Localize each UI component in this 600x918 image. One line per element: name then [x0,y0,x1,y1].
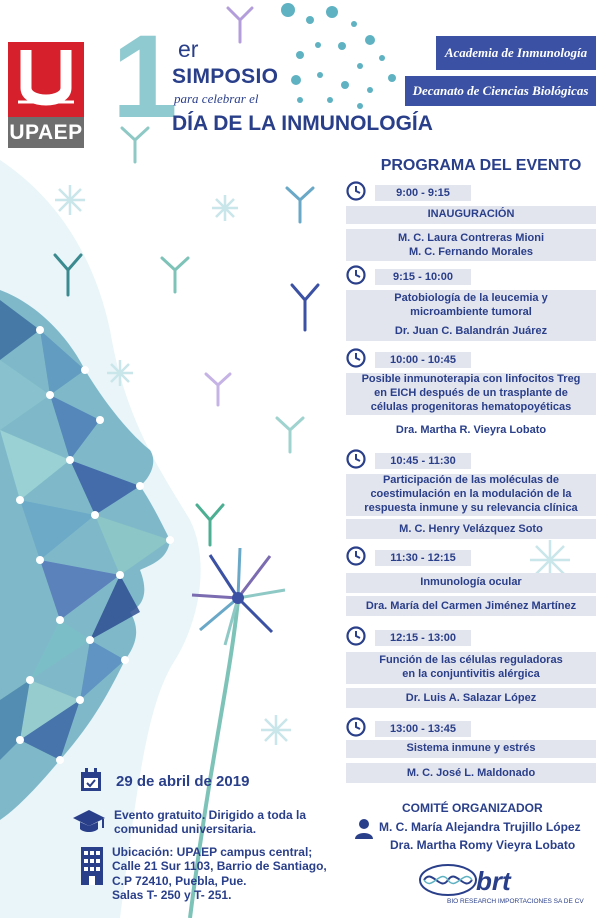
clock-icon [346,348,366,368]
speaker-name: Dra. Martha R. Vieyra Lobato [395,423,547,436]
building-icon [80,846,104,886]
committee-member: Dra. Martha Romy Vieyra Lobato [390,838,576,852]
speaker-name: Dr. Juan C. Balandrán Juárez [346,321,596,341]
ordinal-number: 1 [112,11,178,143]
talk-title: Inmunología ocular [346,573,596,593]
person-icon [355,819,373,839]
logo-wordmark: UPAEP [8,117,84,148]
talk-title: Sistema inmune y estrés [346,740,596,758]
clock-icon [346,181,366,201]
time-slot: 9:00 - 9:15 [375,185,471,201]
calendar-icon [80,768,102,792]
brt-logo-text: brt [476,866,511,896]
time-slot: 12:15 - 13:00 [375,630,471,646]
graduation-cap-icon [72,808,106,834]
time-slot: 10:00 - 10:45 [375,352,471,368]
speaker-name: Dr. Luis A. Salazar López [346,688,596,708]
time-slot: 10:45 - 11:30 [375,453,471,469]
u-emblem-icon [8,42,84,117]
clock-icon [346,717,366,737]
brt-logo [418,862,530,898]
clock-icon [346,265,366,285]
talk-title: Función de las células reguladoras en la conjuntivitis alérgica [346,652,596,684]
time-slot: 13:00 - 13:45 [375,721,471,737]
dandelion-head [192,548,285,645]
title-simposio: SIMPOSIO [172,65,279,88]
speaker-name: M. C. José L. Maldonado [346,763,596,783]
banner-academia: Academia de Inmunología [436,36,596,70]
ordinal-suffix: er [178,36,199,62]
clock-icon [346,626,366,646]
committee-title: COMITÉ ORGANIZADOR [402,801,543,815]
sponsor-caption: BIO RESEARCH IMPORTACIONES SA DE CV [447,898,584,905]
banner-decanato: Decanato de Ciencias Biológicas [405,76,596,106]
title-main: DÍA DE LA INMUNOLOGÍA [172,112,433,135]
committee-member: M. C. María Alejandra Trujillo López [379,820,581,834]
dots-cluster [281,3,396,109]
talk-title: Patobiología de la leucemia y microambiente tumoral [346,290,596,322]
speaker-name: Dra. María del Carmen Jiménez Martínez [346,596,596,616]
speaker-name: M. C. Henry Velázquez Soto [346,519,596,539]
title-subline: para celebrar el [174,91,259,106]
talk-title: INAUGURACIÓN [346,206,596,224]
time-slot: 11:30 - 12:15 [375,550,471,566]
talk-title: Posible inmunoterapia con linfocitos Treg en EICH después de un trasplante de células progenitoras hematopoyéticas [346,373,596,415]
talk-title: Participación de las moléculas de coestimulación en la modulación de la respuesta inmune y su relevancia clínica [346,474,596,516]
time-slot: 9:15 - 10:00 [375,269,471,285]
program-title: PROGRAMA DEL EVENTO [380,157,582,174]
clock-icon [346,546,366,566]
clock-icon [346,449,366,469]
upaep-logo [8,42,84,148]
event-free-note: Evento gratuito. Dirigido a toda la comunidad universitaria. [114,808,307,837]
speaker-name: M. C. Laura Contreras Mioni M. C. Fernando Morales [346,229,596,261]
event-location: Ubicación: UPAEP campus central; Calle 21 Sur 1103, Barrio de Santiago, C.P 72410, Puebla, Pue. Salas T- 250 y T- 251. [112,845,327,903]
logo-emblem [8,42,84,117]
event-date: 29 de abril de 2019 [116,773,250,790]
